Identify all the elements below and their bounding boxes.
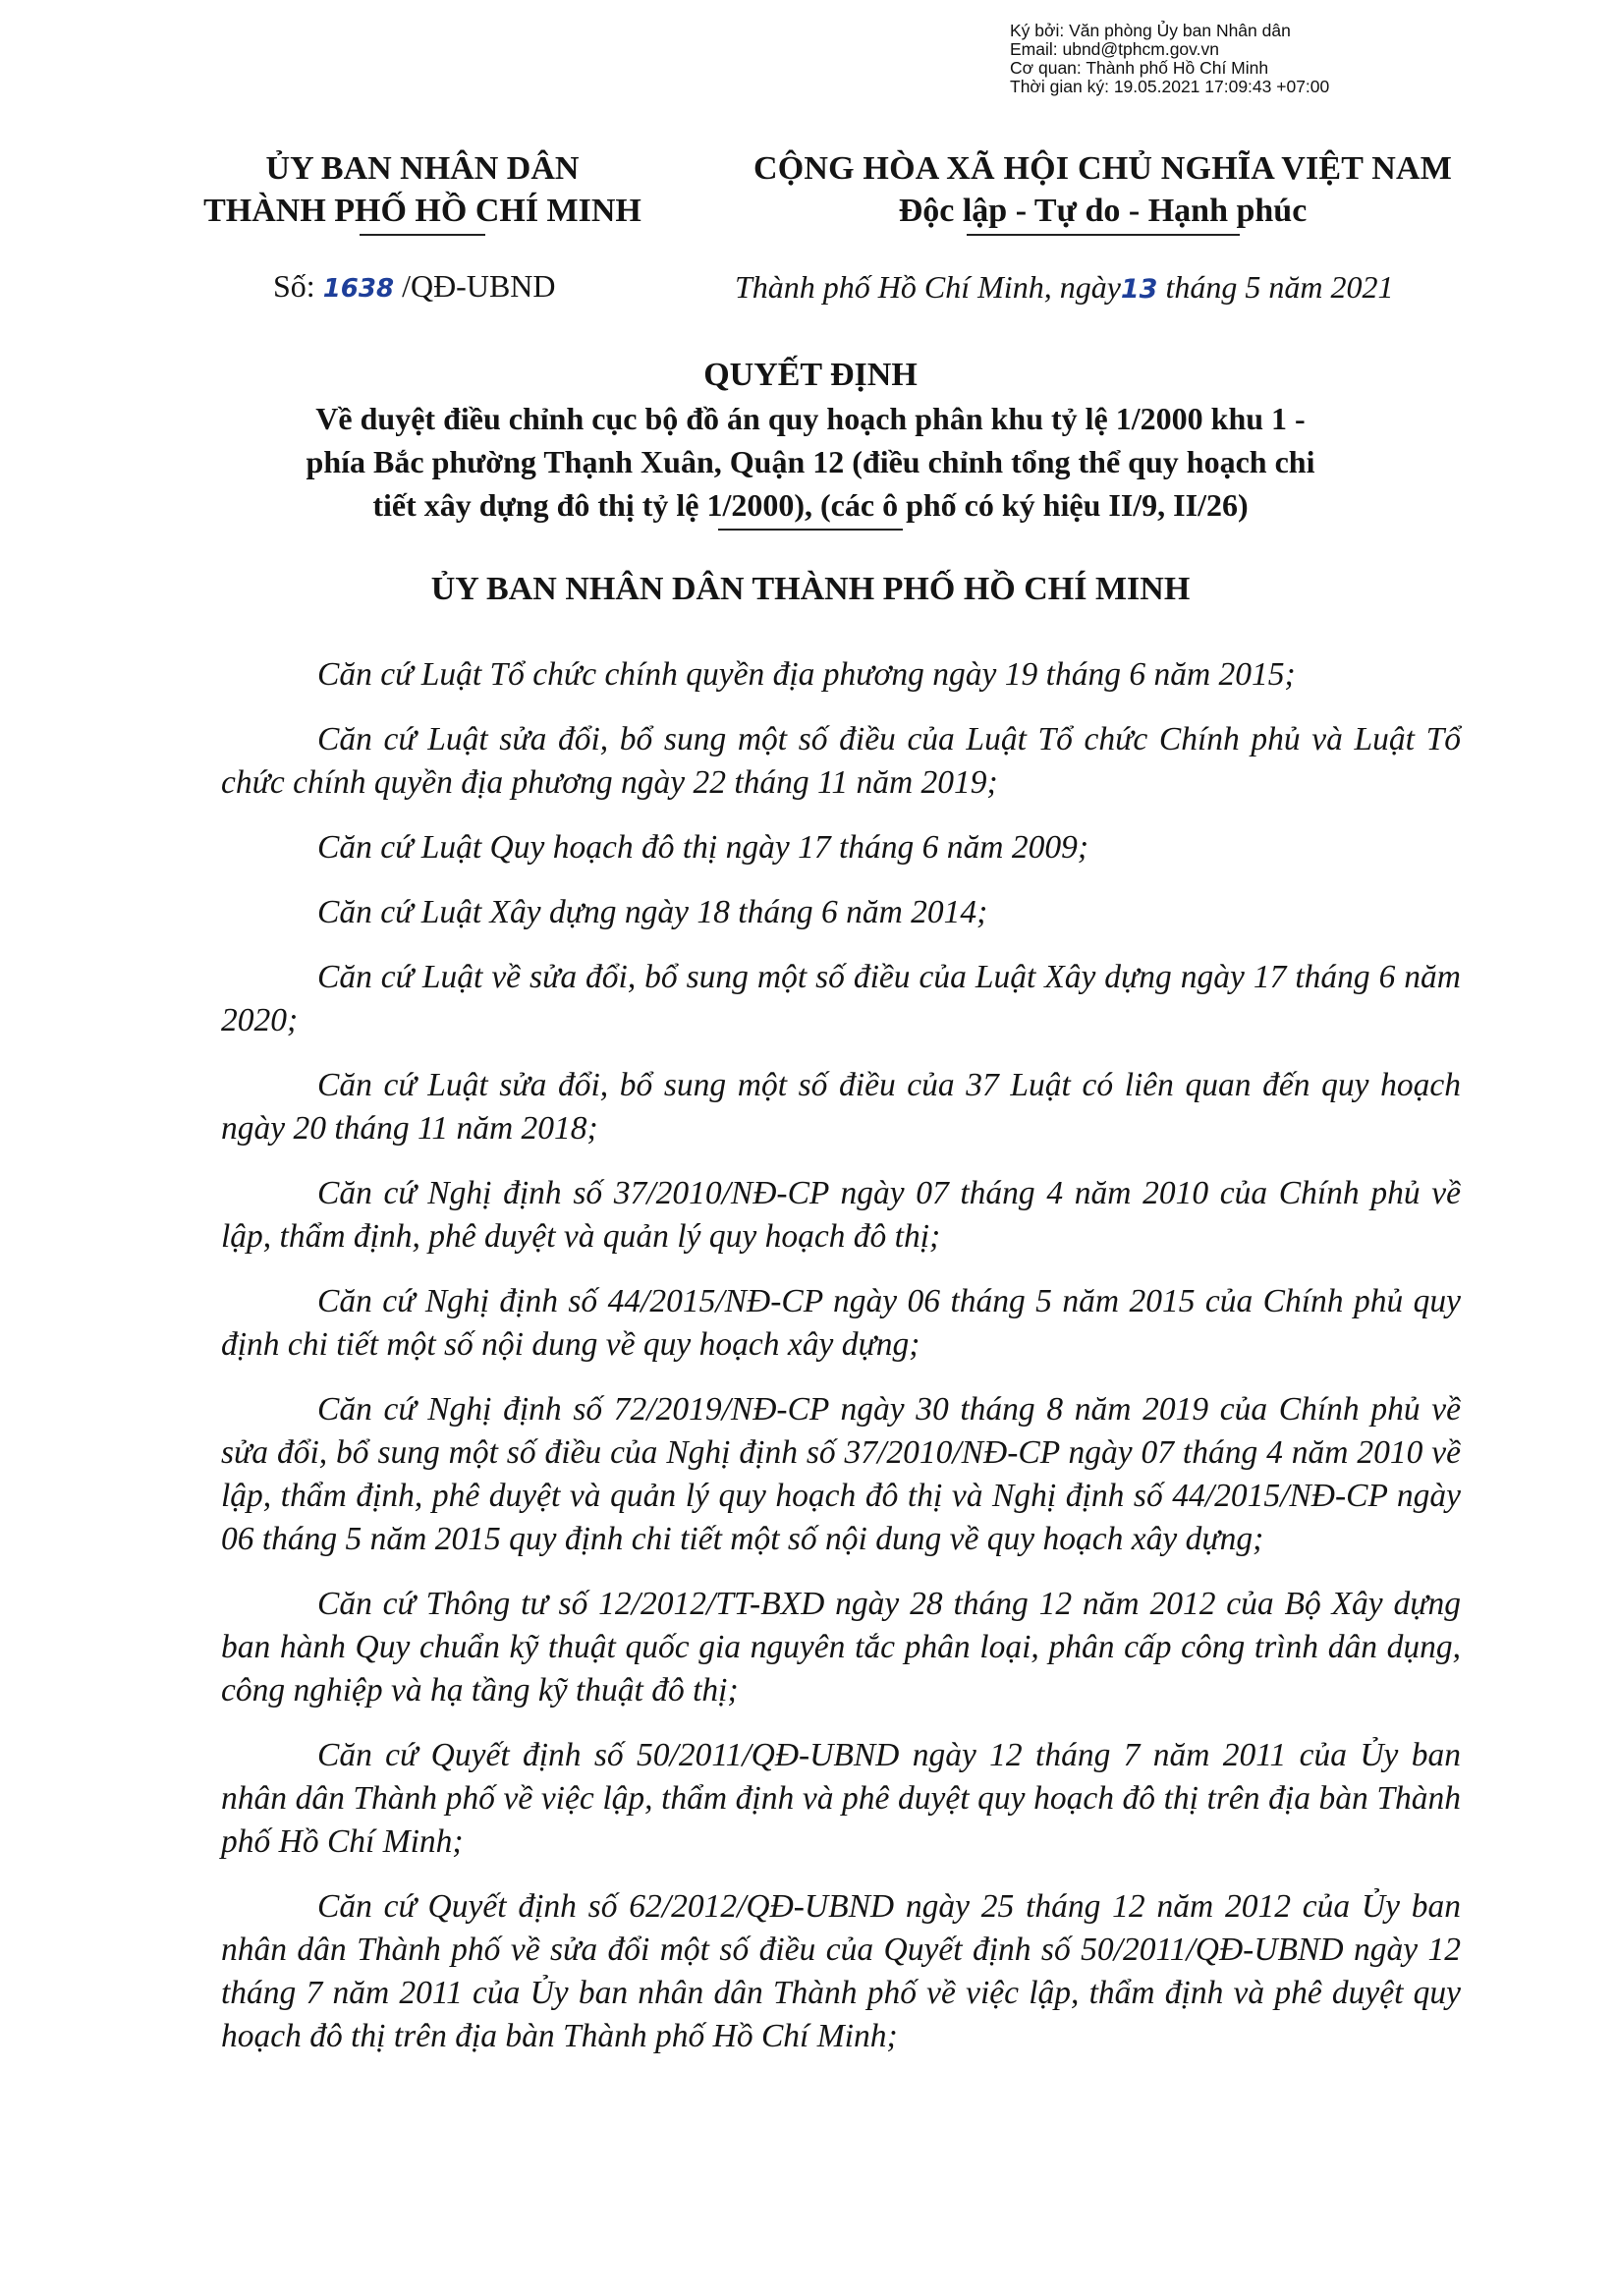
country-name: CỘNG HÒA XÃ HỘI CHỦ NGHĨA VIỆT NAM (752, 150, 1453, 187)
legal-basis-paragraph: Căn cứ Quyết định số 62/2012/QĐ-UBND ngày 25 tháng 12 năm 2012 của Ủy ban nhân dân Thành phố về sửa đổi một số điều của Quyết định số 50/2011/QĐ-UBND ngày 12 tháng 7 năm 2011 của Ủy ban nhân dân Thành phố về việc lập, thẩm định và phê duyệt quy hoạch đô thị trên địa bàn Thành phố Hồ Chí Minh; (221, 1888, 1461, 2054)
legal-basis-paragraph: Căn cứ Quyết định số 50/2011/QĐ-UBND ngày 12 tháng 7 năm 2011 của Ủy ban nhân dân Thành phố về việc lập, thẩm định và phê duyệt quy hoạch đô thị trên địa bàn Thành phố Hồ Chí Minh; (221, 1737, 1461, 1860)
agency-line-1: ỦY BAN NHÂN DÂN (265, 150, 580, 187)
issuing-authority: ỦY BAN NHÂN DÂN THÀNH PHỐ HỒ CHÍ MINH (430, 571, 1191, 607)
document-number (273, 268, 556, 305)
agency-underline (360, 234, 485, 236)
legal-basis-paragraph: Căn cứ Nghị định số 72/2019/NĐ-CP ngày 30 tháng 8 năm 2019 của Chính phủ về sửa đổi, bổ sung một số điều của Nghị định số 37/2010/NĐ-CP ngày 07 tháng 4 năm 2010 về lập, thẩm định, phê duyệt và quản lý quy hoạch đô thị và Nghị định số 44/2015/NĐ-CP ngày 06 tháng 5 năm 2015 quy định chi tiết một số nội dung về quy hoạch xây dựng; (221, 1391, 1461, 1557)
place-date-prefix: Thành phố Hồ Chí Minh, ngày (735, 269, 1121, 305)
subject-line-3: tiết xây dựng đô thị tỷ lệ 1/2000), (các ô phố có ký hiệu II/9, II/26) (372, 487, 1249, 523)
national-motto: Độc lập - Tự do - Hạnh phúc (898, 193, 1308, 229)
signature-signer: Ký bởi: Văn phòng Ủy ban Nhân dân (1010, 21, 1291, 40)
motto-underline (967, 234, 1240, 236)
title-underline (718, 529, 903, 531)
doc-number-suffix: /QĐ-UBND (394, 268, 556, 304)
subject-line-2: phía Bắc phường Thạnh Xuân, Quận 12 (điều chỉnh tổng thể quy hoạch chi (306, 444, 1315, 479)
national-header (707, 147, 1498, 236)
signature-agency: Cơ quan: Thành phố Hồ Chí Minh (1010, 58, 1269, 78)
legal-basis-paragraph: Căn cứ Nghị định số 44/2015/NĐ-CP ngày 06 tháng 5 năm 2015 của Chính phủ quy định chi tiết một số nội dung về quy hoạch xây dựng; (221, 1283, 1461, 1363)
digital-signature-info (1010, 22, 1560, 96)
place-and-date (735, 269, 1393, 306)
issuing-agency (147, 147, 697, 236)
legal-basis-paragraph: Căn cứ Luật Xây dựng ngày 18 tháng 6 năm 2014; (317, 894, 988, 930)
legal-basis-paragraph: Căn cứ Luật sửa đổi, bổ sung một số điều của Luật Tổ chức Chính phủ và Luật Tổ chức chính quyền địa phương ngày 22 tháng 11 năm 2019; (221, 721, 1461, 801)
legal-basis-paragraph: Căn cứ Nghị định số 37/2010/NĐ-CP ngày 07 tháng 4 năm 2010 của Chính phủ về lập, thẩm định, phê duyệt và quản lý quy hoạch đô thị; (221, 1175, 1461, 1255)
doc-number-prefix: Số: (273, 268, 323, 304)
subject-line-1: Về duyệt điều chỉnh cục bộ đồ án quy hoạch phân khu tỷ lệ 1/2000 khu 1 - (315, 401, 1306, 436)
doc-number-handwritten: 1638 (322, 274, 395, 304)
place-date-suffix: tháng 5 năm 2021 (1157, 269, 1394, 305)
legal-basis-paragraph: Căn cứ Luật Tổ chức chính quyền địa phương ngày 19 tháng 6 năm 2015; (317, 656, 1296, 693)
document-type: QUYẾT ĐỊNH (703, 357, 918, 393)
legal-basis-paragraph: Căn cứ Luật Quy hoạch đô thị ngày 17 tháng 6 năm 2009; (317, 829, 1088, 866)
signature-email: Email: ubnd@tphcm.gov.vn (1010, 39, 1219, 59)
signature-time: Thời gian ký: 19.05.2021 17:09:43 +07:00 (1010, 77, 1330, 96)
decision-title (196, 354, 1424, 531)
legal-basis-paragraph: Căn cứ Luật về sửa đổi, bổ sung một số điều của Luật Xây dựng ngày 17 tháng 6 năm 2020; (221, 959, 1461, 1038)
day-handwritten: 13 (1120, 274, 1158, 305)
legal-basis-section (221, 653, 1461, 2080)
agency-line-2: THÀNH PHỐ HỒ CHÍ MINH (203, 193, 641, 229)
legal-basis-paragraph: Căn cứ Luật sửa đổi, bổ sung một số điều của 37 Luật có liên quan đến quy hoạch ngày 20 tháng 11 năm 2018; (221, 1067, 1461, 1147)
legal-basis-paragraph: Căn cứ Thông tư số 12/2012/TT-BXD ngày 28 tháng 12 năm 2012 của Bộ Xây dựng ban hành Quy chuẩn kỹ thuật quốc gia nguyên tắc phân loại, phân cấp công trình dân dụng, công nghiệp và hạ tầng kỹ thuật đô thị; (221, 1586, 1461, 1708)
